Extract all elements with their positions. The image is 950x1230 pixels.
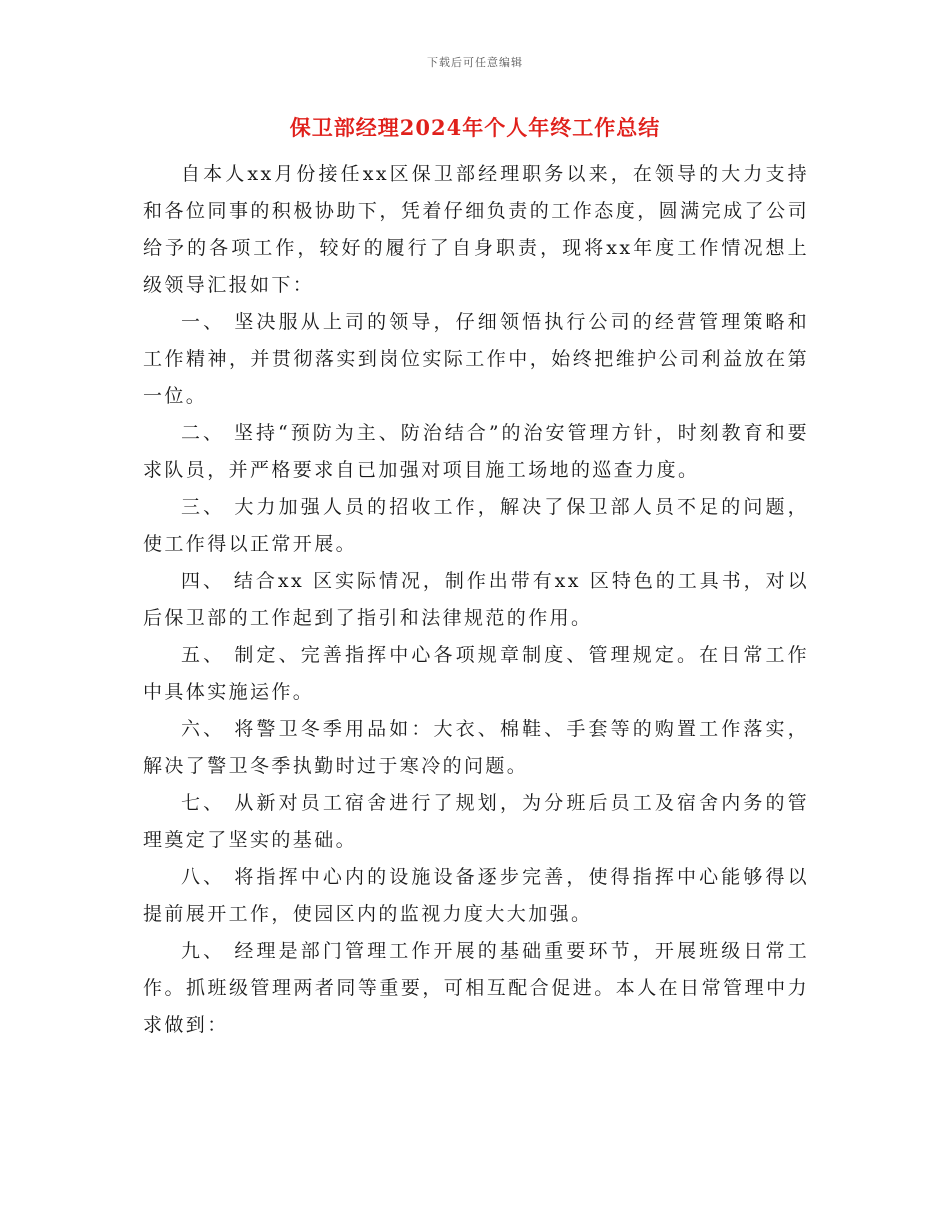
- paragraph-item-7: 七、 从新对员工宿舍进行了规划，为分班后员工及宿舍内务的管理奠定了坚实的基础。: [143, 792, 809, 851]
- page-header-note: 下载后可任意编辑: [427, 56, 523, 69]
- paragraph-item-9: 九、 经理是部门管理工作开展的基础重要环节，开展班级日常工作。抓班级管理两者同等重要，可相互配合促进。本人在日常管理中力求做到：: [143, 940, 809, 1036]
- paragraph-intro: 自本人xx月份接任xx区保卫部经理职务以来，在领导的大力支持和各位同事的积极协助下，凭着仔细负责的工作态度，圆满完成了公司给予的各项工作，较好的履行了自身职责，现将xx年度工作情况想上级领导汇报如下：: [143, 163, 809, 296]
- paragraph-item-8: 八、 将指挥中心内的设施设备逐步完善，使得指挥中心能够得以提前展开工作，使园区内的监视力度大大加强。: [143, 866, 809, 925]
- paragraph-item-6: 六、 将警卫冬季用品如：大衣、棉鞋、手套等的购置工作落实，解决了警卫冬季执勤时过于寒冷的问题。: [143, 718, 809, 777]
- paragraph-item-2: 二、 坚持“预防为主、防治结合”的治安管理方针，时刻教育和要求队员，并严格要求自已加强对项目施工场地的巡查力度。: [143, 422, 809, 481]
- document-body: [143, 156, 809, 1044]
- paragraph-item-5: 五、 制定、完善指挥中心各项规章制度、管理规定。在日常工作中具体实施运作。: [143, 644, 809, 703]
- paragraph-item-1: 一、 坚决服从上司的领导，仔细领悟执行公司的经营管理策略和工作精神，并贯彻落实到岗位实际工作中，始终把维护公司利益放在第一位。: [143, 311, 809, 407]
- paragraph-item-4: 四、 结合xx 区实际情况，制作出带有xx 区特色的工具书，对以后保卫部的工作起到了指引和法律规范的作用。: [143, 570, 809, 629]
- paragraph-item-3: 三、 大力加强人员的招收工作，解决了保卫部人员不足的问题，使工作得以正常开展。: [143, 496, 809, 555]
- document-title: 保卫部经理2024年个人年终工作总结: [289, 115, 661, 140]
